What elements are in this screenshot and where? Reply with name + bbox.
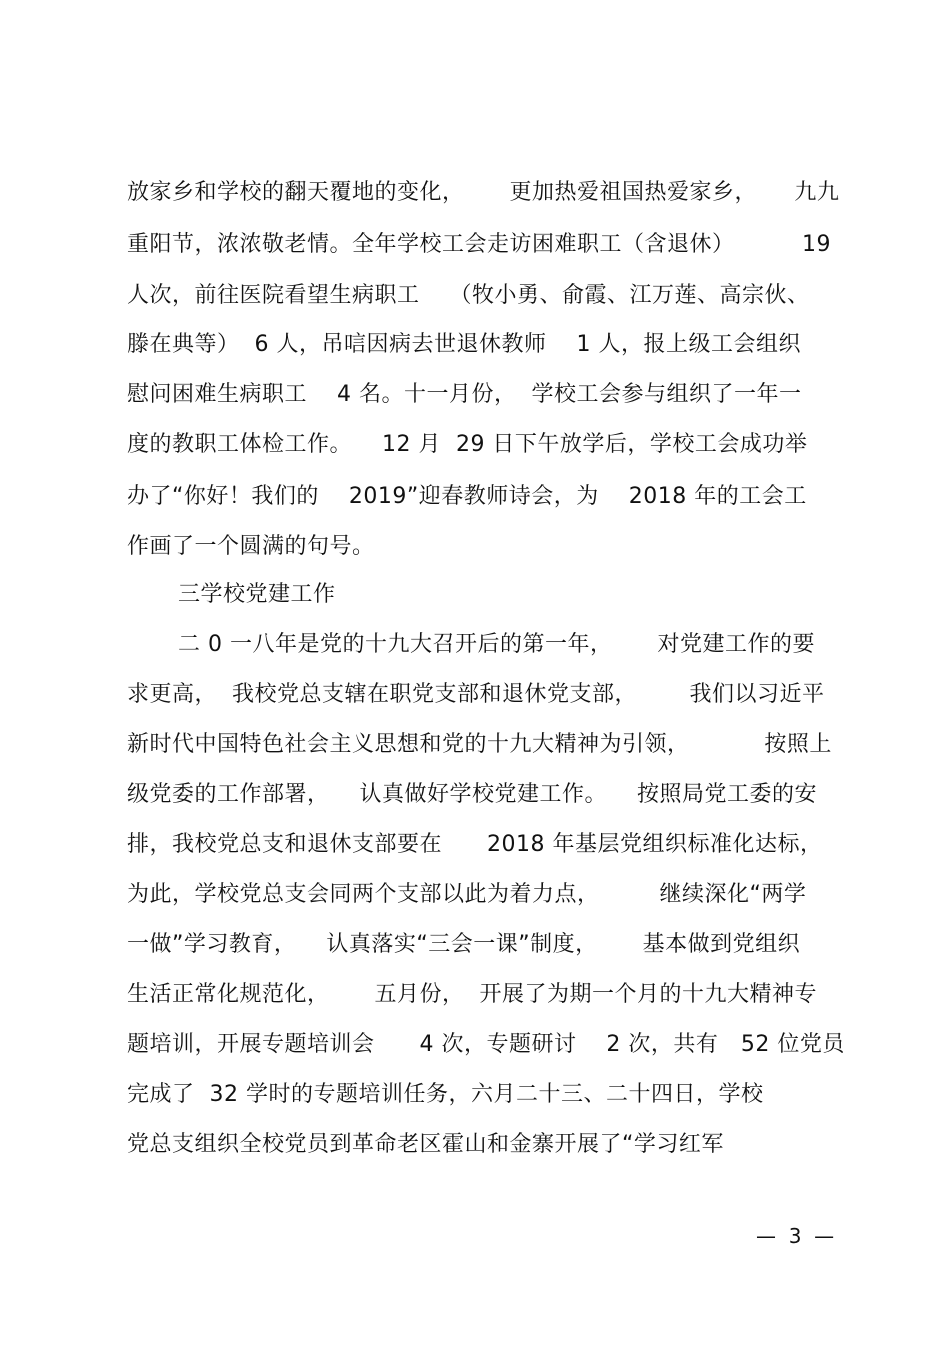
paragraph-line: 党总支组织全校党员到革命老区霍山和金寨开展了“学习红军 — [127, 1132, 724, 1157]
paragraph-line: 为此，学校党总支会同两个支部以此为着力点， 继续深化“两学 — [127, 882, 807, 907]
paragraph-line: 度的教职工体检工作。 12 月 29 日下午放学后，学校工会成功举 — [127, 432, 808, 457]
paragraph-line: 人次，前往医院看望生病职工 （牧小勇、俞霞、江万莲、高宗伙、 — [127, 283, 810, 308]
paragraph-line: 生活正常化规范化， 五月份， 开展了为期一个月的十九大精神专 — [127, 982, 817, 1007]
page-number: — 3 — — [756, 1224, 835, 1248]
paragraph-line: 排，我校党总支和退休支部要在 2018 年基层党组织标准化达标， — [127, 832, 823, 857]
paragraph-line: 级党委的工作部署， 认真做好学校党建工作。 按照局党工委的安 — [127, 782, 817, 807]
paragraph-line: 题培训，开展专题培训会 4 次，专题研讨 2 次，共有 52 位党员 — [127, 1032, 845, 1057]
paragraph-line: 完成了 32 学时的专题培训任务，六月二十三、二十四日，学校 — [127, 1082, 764, 1107]
paragraph-line: 新时代中国特色社会主义思想和党的十九大精神为引领， 按照上 — [127, 732, 832, 757]
paragraph-line: 慰问困难生病职工 4 名。十一月份， 学校工会参与组织了一年一 — [127, 382, 802, 407]
paragraph-line: 求更高， 我校党总支辖在职党支部和退休党支部， 我们以习近平 — [127, 682, 825, 707]
paragraph-line: 办了“你好！我们的 2019”迎春教师诗会，为 2018 年的工会工 — [127, 484, 807, 509]
paragraph-line: 二 0 一八年是党的十九大召开后的第一年， 对党建工作的要 — [178, 632, 815, 657]
paragraph-line: 一做”学习教育， 认真落实“三会一课”制度， 基本做到党组织 — [127, 932, 801, 957]
section-heading: 三学校党建工作 — [178, 582, 336, 607]
paragraph-line: 作画了一个圆满的句号。 — [127, 534, 375, 559]
paragraph-line: 重阳节，浓浓敬老情。全年学校工会走访困难职工（含退休） 19 — [127, 232, 831, 257]
paragraph-line: 放家乡和学校的翻天覆地的变化， 更加热爱祖国热爱家乡， 九九 — [127, 180, 840, 205]
paragraph-line: 滕在典等） 6 人，吊唁因病去世退休教师 1 人，报上级工会组织 — [127, 332, 801, 357]
